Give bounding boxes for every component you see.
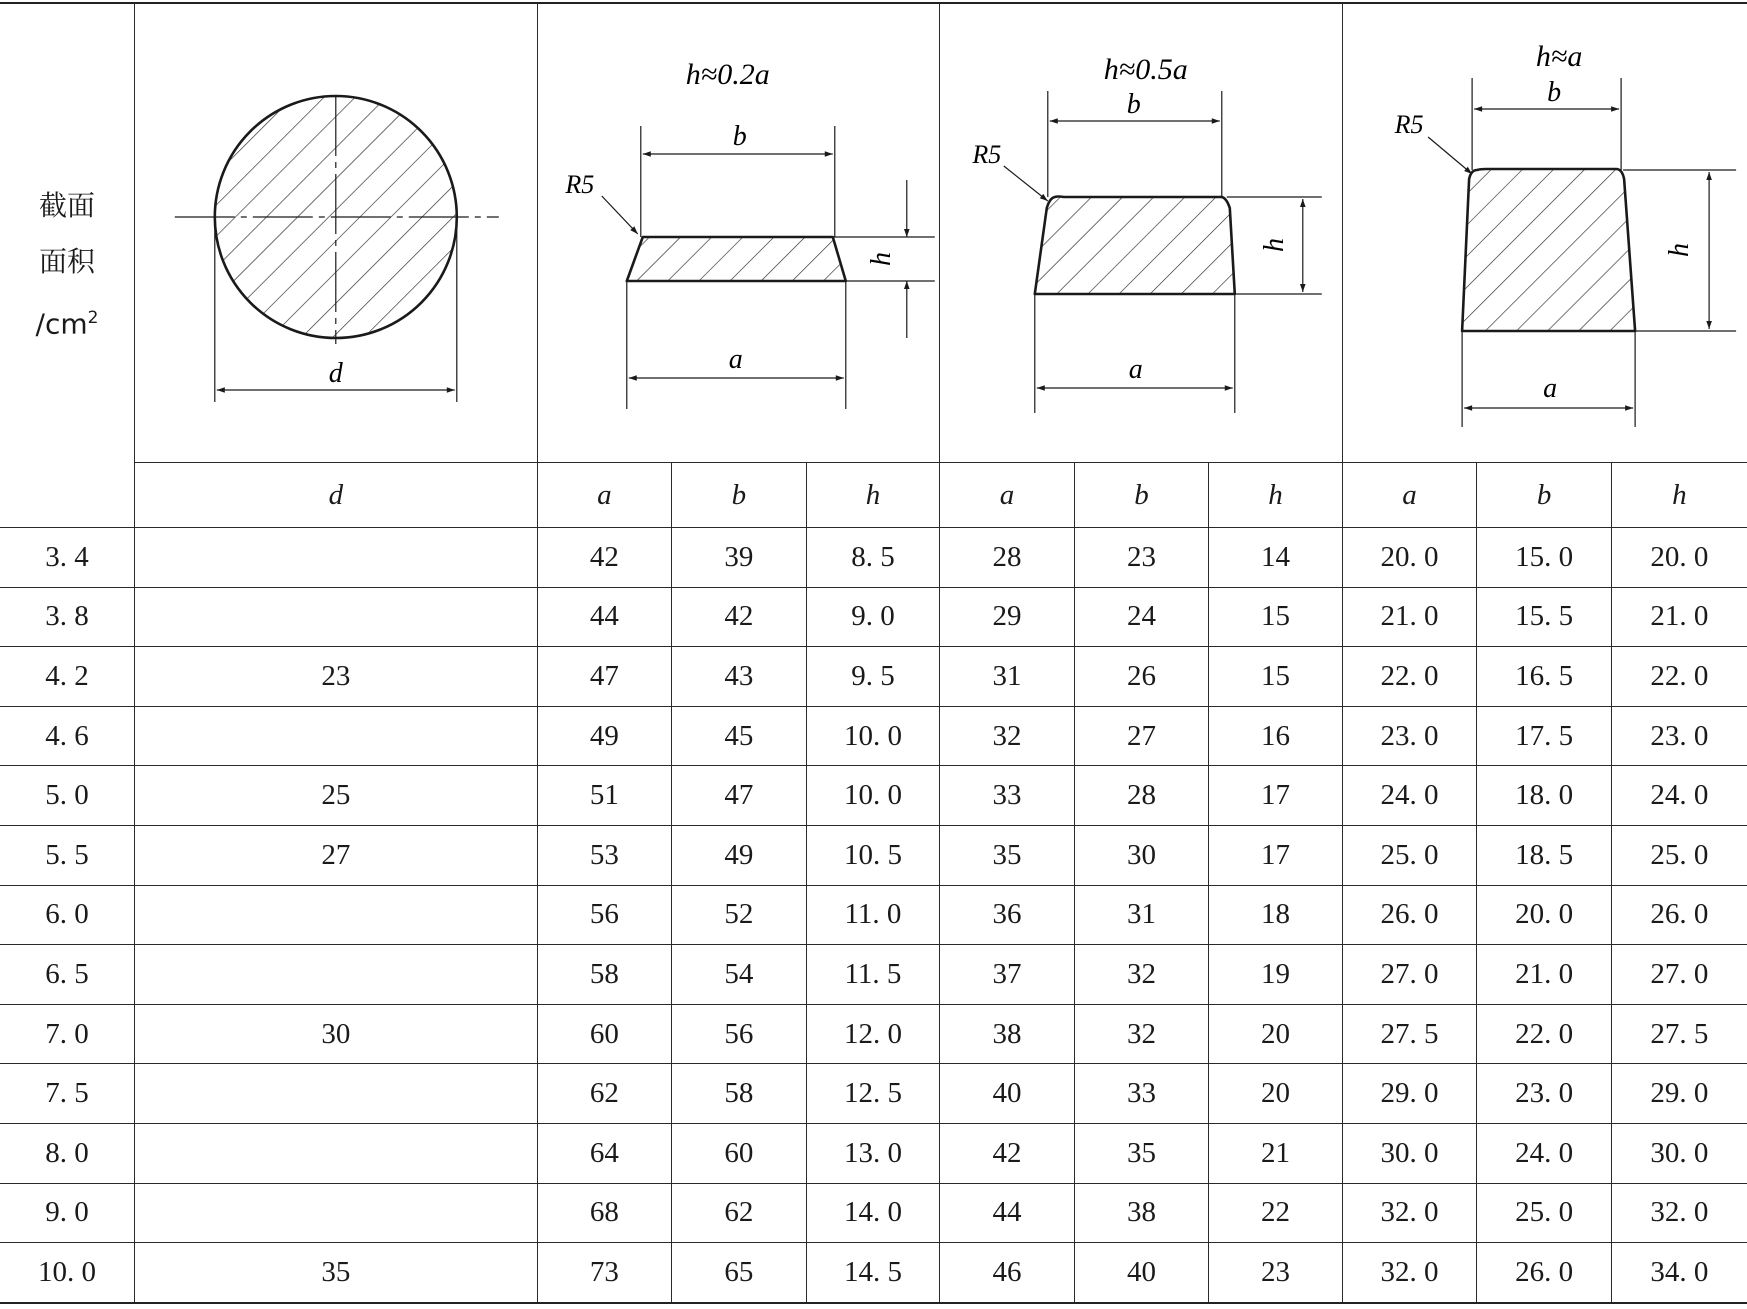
table-cell: 42 [940, 1123, 1075, 1183]
table-row [0, 766, 1747, 826]
table-cell: 42 [672, 587, 807, 647]
table-cell: 29 [940, 587, 1075, 647]
table-cell: 25. 0 [1477, 1183, 1612, 1243]
table-cell: 40 [1074, 1243, 1209, 1303]
table-cell: 18. 5 [1477, 825, 1612, 885]
table-cell: 51 [537, 766, 672, 826]
table-cell: 19 [1209, 945, 1343, 1005]
dimension-subheader-row [0, 463, 1747, 528]
subheader-cell: a [537, 463, 672, 528]
flat-radius-label: R5 [564, 170, 594, 199]
table-cell: 53 [537, 825, 672, 885]
tall-height-label: h [1663, 243, 1695, 257]
table-cell: 37 [940, 945, 1075, 1005]
medium-trapezoid-figure [940, 3, 1343, 463]
table-cell: 25. 0 [1611, 825, 1747, 885]
table-cell: 21. 0 [1342, 587, 1477, 647]
table-cell: 21 [1209, 1123, 1343, 1183]
table-cell: 23. 0 [1342, 706, 1477, 766]
table-cell: 49 [537, 706, 672, 766]
area-value-cell: 6. 0 [0, 885, 135, 945]
table-cell: 26. 0 [1477, 1243, 1612, 1303]
table-cell: 9. 0 [806, 587, 940, 647]
table-cell: 14. 5 [806, 1243, 940, 1303]
table-cell: 32. 0 [1342, 1183, 1477, 1243]
table-cell: 27. 5 [1342, 1004, 1477, 1064]
subheader-cell: h [1209, 463, 1343, 528]
table-cell: 60 [672, 1123, 807, 1183]
table-cell: 32 [940, 706, 1075, 766]
table-cell: 60 [537, 1004, 672, 1064]
table-cell: 47 [537, 647, 672, 707]
table-cell: 40 [940, 1064, 1075, 1124]
table-cell: 32 [1074, 1004, 1209, 1064]
table-cell: 68 [537, 1183, 672, 1243]
table-row [0, 1243, 1747, 1303]
table-row [0, 885, 1747, 945]
area-value-cell: 7. 0 [0, 1004, 135, 1064]
table-cell: 30 [1074, 825, 1209, 885]
table-cell: 20. 0 [1342, 528, 1477, 588]
area-value-cell: 8. 0 [0, 1123, 135, 1183]
tall-trapezoid-figure [1342, 3, 1747, 463]
subheader-cell: h [1611, 463, 1747, 528]
table-cell: 16. 5 [1477, 647, 1612, 707]
table-row [0, 1004, 1747, 1064]
table-cell: 25 [135, 766, 538, 826]
medium-top-width-label: b [1126, 89, 1141, 120]
table-cell: 21. 0 [1611, 587, 1747, 647]
area-value-cell: 10. 0 [0, 1243, 135, 1303]
table-cell: 11. 0 [806, 885, 940, 945]
tall-bottom-width-label: a [1542, 373, 1557, 404]
table-row [0, 587, 1747, 647]
table-cell: 47 [672, 766, 807, 826]
table-cell: 10. 0 [806, 706, 940, 766]
table-cell: 20 [1209, 1064, 1343, 1124]
table-cell: 17 [1209, 766, 1343, 826]
table-cell: 27 [1074, 706, 1209, 766]
table-cell: 29. 0 [1611, 1064, 1747, 1124]
table-cell: 27. 5 [1611, 1004, 1747, 1064]
table-cell: 18 [1209, 885, 1343, 945]
figure-row [0, 3, 1747, 463]
table-cell: 28 [940, 528, 1075, 588]
table-cell: 15 [1209, 587, 1343, 647]
area-value-cell: 4. 2 [0, 647, 135, 707]
subheader-cell: a [1342, 463, 1477, 528]
flat-height-label: h [865, 252, 897, 266]
medium-radius-label: R5 [972, 140, 1002, 169]
medium-bottom-width-label: a [1128, 354, 1143, 385]
table-cell: 64 [537, 1123, 672, 1183]
table-cell: 23. 0 [1611, 706, 1747, 766]
table-cell: 49 [672, 825, 807, 885]
tall-top-width-label: b [1546, 77, 1561, 108]
flat-top-width-label: b [732, 121, 747, 152]
table-cell: 30 [135, 1004, 538, 1064]
flat-ratio-label: h≈0.2a [685, 58, 770, 91]
table-row [0, 528, 1747, 588]
table-cell: 56 [672, 1004, 807, 1064]
area-value-cell: 4. 6 [0, 706, 135, 766]
table-cell: 43 [672, 647, 807, 707]
table-cell: 10. 0 [806, 766, 940, 826]
table-cell: 31 [940, 647, 1075, 707]
subheader-cell: b [1074, 463, 1209, 528]
flat-bottom-width-label: a [728, 344, 743, 375]
table-cell: 17 [1209, 825, 1343, 885]
table-cell: 12. 5 [806, 1064, 940, 1124]
table-cell: 52 [672, 885, 807, 945]
table-cell: 73 [537, 1243, 672, 1303]
subheader-cell: b [672, 463, 807, 528]
subheader-cell: b [1477, 463, 1612, 528]
table-cell: 44 [537, 587, 672, 647]
table-cell: 22 [1209, 1183, 1343, 1243]
table-cell: 21. 0 [1477, 945, 1612, 1005]
area-value-cell: 3. 8 [0, 587, 135, 647]
table-cell: 18. 0 [1477, 766, 1612, 826]
table-cell: 20. 0 [1477, 885, 1612, 945]
table-cell: 15. 0 [1477, 528, 1612, 588]
table-cell [135, 706, 538, 766]
table-cell [135, 1064, 538, 1124]
area-value-cell: 3. 4 [0, 528, 135, 588]
table-cell: 17. 5 [1477, 706, 1612, 766]
table-cell: 26 [1074, 647, 1209, 707]
table-cell: 28 [1074, 766, 1209, 826]
table-cell: 39 [672, 528, 807, 588]
table-cell: 23 [1209, 1243, 1343, 1303]
table-cell: 54 [672, 945, 807, 1005]
table-cell [135, 885, 538, 945]
table-cell: 24. 0 [1477, 1123, 1612, 1183]
table-cell: 32 [1074, 945, 1209, 1005]
table-cell: 24. 0 [1611, 766, 1747, 826]
table-cell: 62 [672, 1183, 807, 1243]
table-cell: 23 [135, 647, 538, 707]
table-cell: 46 [940, 1243, 1075, 1303]
table-cell: 32. 0 [1342, 1243, 1477, 1303]
table-cell: 9. 5 [806, 647, 940, 707]
table-cell: 65 [672, 1243, 807, 1303]
table-cell: 11. 5 [806, 945, 940, 1005]
diameter-label: d [328, 358, 343, 389]
table-cell: 24 [1074, 587, 1209, 647]
table-cell [135, 945, 538, 1005]
area-value-cell: 7. 5 [0, 1064, 135, 1124]
area-value-cell: 9. 0 [0, 1183, 135, 1243]
table-cell: 8. 5 [806, 528, 940, 588]
table-cell: 22. 0 [1611, 647, 1747, 707]
table-cell: 26. 0 [1342, 885, 1477, 945]
table-cell [135, 1183, 538, 1243]
table-cell: 22. 0 [1342, 647, 1477, 707]
table-cell: 35 [1074, 1123, 1209, 1183]
table-cell: 14 [1209, 528, 1343, 588]
table-cell: 31 [1074, 885, 1209, 945]
subheader-cell: d [135, 463, 538, 528]
table-cell: 62 [537, 1064, 672, 1124]
table-row [0, 1183, 1747, 1243]
table-cell: 30. 0 [1611, 1123, 1747, 1183]
table-cell: 35 [940, 825, 1075, 885]
table-cell: 15. 5 [1477, 587, 1612, 647]
table-cell: 33 [940, 766, 1075, 826]
table-cell: 14. 0 [806, 1183, 940, 1243]
table-cell: 10. 5 [806, 825, 940, 885]
table-cell: 58 [672, 1064, 807, 1124]
table-cell: 42 [537, 528, 672, 588]
table-cell: 38 [940, 1004, 1075, 1064]
table-cell: 23 [1074, 528, 1209, 588]
round-section-figure [135, 3, 538, 463]
area-label-unit: $/cm^2$ [35, 307, 99, 341]
table-cell: 24. 0 [1342, 766, 1477, 826]
table-cell: 30. 0 [1342, 1123, 1477, 1183]
table-cell [135, 1123, 538, 1183]
table-cell: 35 [135, 1243, 538, 1303]
table-cell: 27. 0 [1611, 945, 1747, 1005]
table-cell: 20. 0 [1611, 528, 1747, 588]
area-header [0, 3, 135, 528]
table-cell: 22. 0 [1477, 1004, 1612, 1064]
area-value-cell: 5. 0 [0, 766, 135, 826]
medium-height-label: h [1258, 238, 1290, 252]
tall-ratio-label: h≈a [1535, 40, 1583, 73]
table-cell: 20 [1209, 1004, 1343, 1064]
table-cell: 29. 0 [1342, 1064, 1477, 1124]
size-table [0, 2, 1747, 1304]
table-row [0, 1123, 1747, 1183]
table-cell: 34. 0 [1611, 1243, 1747, 1303]
table-cell: 12. 0 [806, 1004, 940, 1064]
tall-radius-label: R5 [1394, 110, 1424, 139]
table-cell: 38 [1074, 1183, 1209, 1243]
table-cell: 27. 0 [1342, 945, 1477, 1005]
table-cell: 45 [672, 706, 807, 766]
table-cell: 56 [537, 885, 672, 945]
table-cell: 13. 0 [806, 1123, 940, 1183]
table-cell: 33 [1074, 1064, 1209, 1124]
table-cell: 44 [940, 1183, 1075, 1243]
table-cell [135, 528, 538, 588]
area-label-line1: 截面 [39, 189, 96, 223]
area-label-line2: 面积 [39, 245, 96, 279]
table-cell [135, 587, 538, 647]
table-cell: 27 [135, 825, 538, 885]
table-row [0, 647, 1747, 707]
table-cell: 26. 0 [1611, 885, 1747, 945]
table-row [0, 945, 1747, 1005]
table-cell: 36 [940, 885, 1075, 945]
medium-ratio-label: h≈0.5a [1104, 53, 1188, 86]
table-row [0, 706, 1747, 766]
table-row [0, 1064, 1747, 1124]
subheader-cell: h [806, 463, 940, 528]
table-cell: 23. 0 [1477, 1064, 1612, 1124]
area-value-cell: 5. 5 [0, 825, 135, 885]
area-value-cell: 6. 5 [0, 945, 135, 1005]
table-cell: 58 [537, 945, 672, 1005]
table-cell: 25. 0 [1342, 825, 1477, 885]
subheader-cell: a [940, 463, 1075, 528]
table-row [0, 825, 1747, 885]
table-cell: 16 [1209, 706, 1343, 766]
table-cell: 15 [1209, 647, 1343, 707]
flat-trapezoid-figure [537, 3, 940, 463]
table-cell: 32. 0 [1611, 1183, 1747, 1243]
